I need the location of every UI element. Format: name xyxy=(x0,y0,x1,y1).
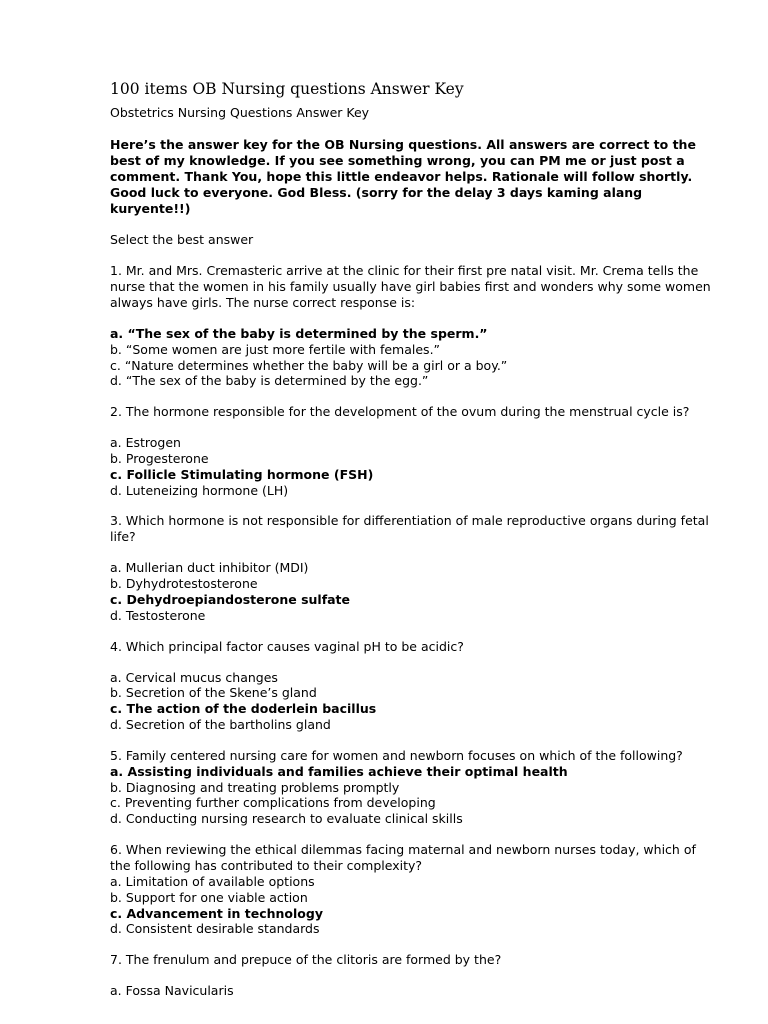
question-item xyxy=(110,952,720,999)
question-item xyxy=(110,748,720,827)
answer-options xyxy=(110,983,720,999)
document-page xyxy=(110,78,720,1014)
correct-answer-option: c. Dehydroepiandosterone sulfate xyxy=(110,591,351,607)
correct-answer-option: a. Assisting individuals and families achieve their optimal health xyxy=(110,763,568,779)
answer-option: d. “The sex of the baby is determined by the egg.” xyxy=(110,373,429,389)
answer-option: c. “Nature determines whether the baby will be a girl or a boy.” xyxy=(110,357,508,373)
answer-options xyxy=(110,326,720,389)
question-item xyxy=(110,513,720,623)
answer-options xyxy=(110,764,720,827)
answer-option: a. Fossa Navicularis xyxy=(110,983,234,999)
answer-option: d. Conducting nursing research to evaluate clinical skills xyxy=(110,811,463,827)
question-text: 5. Family centered nursing care for women and newborn focuses on which of the following? xyxy=(110,747,683,763)
correct-answer-option: a. “The sex of the baby is determined by the sperm.” xyxy=(110,326,488,341)
answer-options xyxy=(110,560,720,623)
instruction-text: Select the best answer xyxy=(110,232,254,247)
answer-options xyxy=(110,670,720,733)
answer-option: b. “Some women are just more fertile with females.” xyxy=(110,341,441,357)
question-text: 7. The frenulum and prepuce of the clitoris are formed by the? xyxy=(110,952,502,968)
answer-option: d. Luteneizing hormone (LH) xyxy=(110,482,289,498)
question-text: 4. Which principal factor causes vaginal pH to be acidic? xyxy=(110,638,464,654)
answer-options xyxy=(110,874,720,937)
question-item xyxy=(110,842,720,937)
question-text: 1. Mr. and Mrs. Cremasteric arrive at the clinic for their first pre natal visit. Mr. Crema tells the nurse that the women in his family usually have girl babies first and wonders why some women always have girls. The nurse correct response is: xyxy=(110,263,711,310)
answer-option: b. Progesterone xyxy=(110,450,209,466)
answer-option: a. Limitation of available options xyxy=(110,873,315,889)
answer-option: a. Mullerian duct inhibitor (MDI) xyxy=(110,560,309,576)
answer-option: d. Consistent desirable standards xyxy=(110,921,320,937)
correct-answer-option: c. Advancement in technology xyxy=(110,905,323,921)
document-subtitle: Obstetrics Nursing Questions Answer Key xyxy=(110,105,370,120)
question-item xyxy=(110,404,720,498)
correct-answer-option: c. The action of the doderlein bacillus xyxy=(110,701,377,717)
correct-answer-option: c. Follicle Stimulating hormone (FSH) xyxy=(110,466,374,482)
question-list xyxy=(110,263,720,999)
answer-option: a. Estrogen xyxy=(110,435,181,451)
answer-option: b. Secretion of the Skene’s gland xyxy=(110,685,317,701)
answer-option: b. Support for one viable action xyxy=(110,889,308,905)
answer-option: a. Cervical mucus changes xyxy=(110,669,278,685)
answer-option: c. Preventing further complications from developing xyxy=(110,795,436,811)
intro-paragraph: Here’s the answer key for the OB Nursing questions. All answers are correct to the best of my knowledge. If you see something wrong, you can PM me or just post a comment. Thank You, hope this little endeavor helps. Rationale will follow shortly. Good luck to everyone. God Bless. (sorry for the delay 3 days kaming alang kuryente!!) xyxy=(110,137,696,216)
document-title: 100 items OB Nursing questions Answer Key xyxy=(110,80,464,98)
question-text: 6. When reviewing the ethical dilemmas facing maternal and newborn nurses today, which of the following has contributed to their complexity? xyxy=(110,841,696,873)
question-item xyxy=(110,639,720,733)
answer-option: b. Dyhydrotestosterone xyxy=(110,576,258,592)
answer-option: d. Testosterone xyxy=(110,607,206,623)
answer-option: d. Secretion of the bartholins gland xyxy=(110,716,331,732)
answer-option: b. Diagnosing and treating problems promptly xyxy=(110,779,400,795)
question-text: 2. The hormone responsible for the development of the ovum during the menstrual cycle is? xyxy=(110,404,690,420)
question-item xyxy=(110,263,720,389)
question-text: 3. Which hormone is not responsible for differentiation of male reproductive organs during fetal life? xyxy=(110,513,709,545)
answer-options xyxy=(110,435,720,498)
